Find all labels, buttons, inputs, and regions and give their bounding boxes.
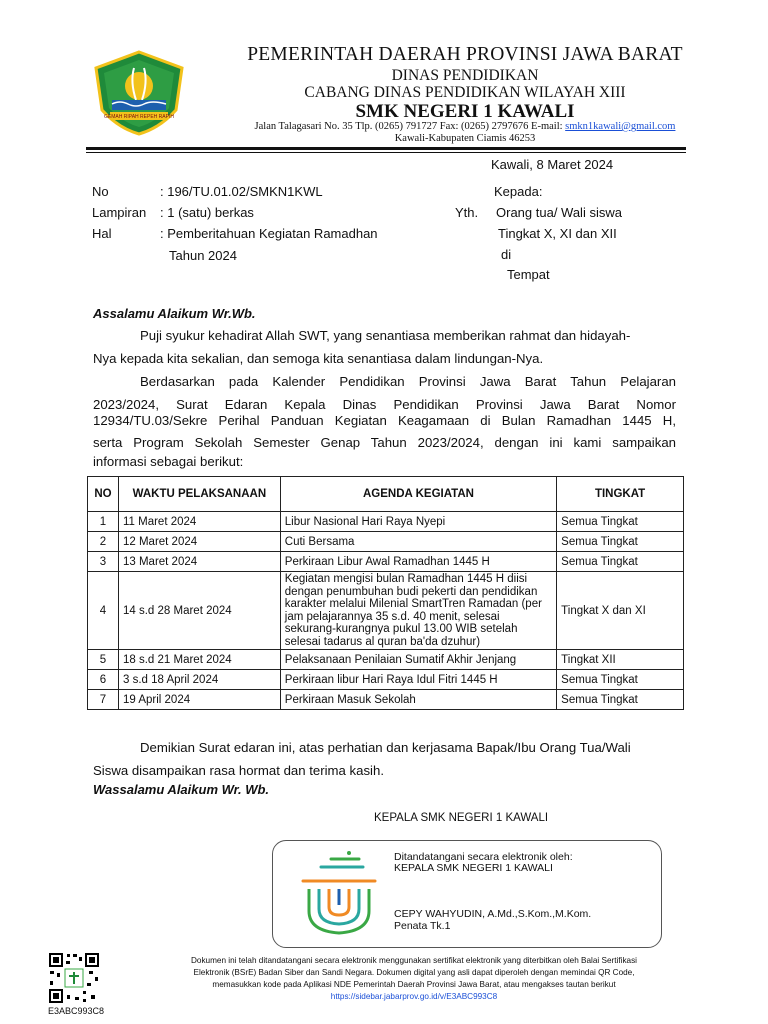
hal-label: Hal	[92, 226, 112, 241]
recipient-tempat: Tempat	[507, 267, 550, 282]
cell-no: 2	[88, 532, 119, 552]
no-label: No	[92, 184, 109, 199]
header-tingkat: TINGKAT	[557, 477, 684, 512]
qr-code[interactable]	[47, 951, 101, 1005]
paragraph-1-line-1: Puji syukur kehadirat Allah SWT, yang senantiasa memberikan rahmat dan hidayah-	[140, 328, 631, 343]
cell-tingkat: Semua Tingkat	[557, 512, 684, 532]
cell-waktu: 12 Maret 2024	[118, 532, 280, 552]
paragraph-2-line-5: informasi sebagai berikut:	[93, 454, 244, 469]
closing-line-1: Demikian Surat edaran ini, atas perhatian dan kerjasama Bapak/Ibu Orang Tua/Wali	[140, 740, 631, 755]
email-link[interactable]: smkn1kawali@gmail.com	[565, 121, 676, 132]
kop-divider	[86, 147, 686, 150]
qr-code-label: E3ABC993C8	[48, 1006, 105, 1016]
address-text: Jalan Talagasari No. 35 Tlp. (0265) 791727 Fax: (0265) 2797676 E-mail:	[254, 121, 566, 132]
cell-agenda: Cuti Bersama	[280, 532, 556, 552]
signer-rank: Penata Tk.1	[394, 920, 451, 932]
yth-label: Yth.	[455, 205, 479, 220]
footer-line-3: memasukkan kode pada Aplikasi NDE Pemerintah Daerah Provinsi Jawa Barat, atau mengakses tautan berikut	[212, 980, 616, 989]
recipient-di: di	[501, 247, 512, 262]
wassalam: Wassalamu Alaikum Wr. Wb.	[93, 782, 270, 797]
table-header-row	[88, 477, 684, 512]
cell-agenda: Perkiraan libur Hari Raya Idul Fitri 1445 H	[280, 670, 556, 690]
table-row	[88, 670, 684, 690]
table-row	[88, 572, 684, 650]
cell-agenda: Pelaksanaan Penilaian Sumatif Akhir Jenjang	[280, 650, 556, 670]
cell-waktu: 3 s.d 18 April 2024	[118, 670, 280, 690]
cell-no: 5	[88, 650, 119, 670]
cell-no: 4	[88, 572, 119, 650]
cell-agenda: Perkiraan Libur Awal Ramadhan 1445 H	[280, 552, 556, 572]
header-no: NO	[88, 477, 119, 512]
verification-link[interactable]: https://sidebar.jabarprov.go.id/v/E3ABC993C8	[330, 992, 498, 1001]
cell-tingkat: Tingkat X dan XI	[557, 572, 684, 650]
e-signature-logo	[295, 849, 383, 939]
cell-waktu: 13 Maret 2024	[118, 552, 280, 572]
greeting: Assalamu Alaikum Wr.Wb.	[93, 306, 256, 321]
e-signature-note: Ditandatangani secara elektronik oleh:	[394, 851, 573, 863]
paragraph-2-line-1: Berdasarkan pada Kalender Pendidikan Provinsi Jawa Barat Tahun Pelajaran	[140, 374, 676, 389]
footer-note	[108, 955, 720, 1003]
table-row	[88, 512, 684, 532]
paragraph-2-line-4: serta Program Sekolah Semester Genap Tahun 2023/2024, dengan ini kami sampaikan	[93, 435, 676, 450]
cell-agenda: Perkiraan Masuk Sekolah	[280, 690, 556, 710]
cell-tingkat: Semua Tingkat	[557, 690, 684, 710]
cell-tingkat: Semua Tingkat	[557, 532, 684, 552]
agenda-table	[87, 476, 684, 710]
lampiran-label: Lampiran	[92, 205, 147, 220]
cell-waktu: 11 Maret 2024	[118, 512, 280, 532]
signer-name: CEPY WAHYUDIN, A.Md.,S.Kom.,M.Kom.	[394, 908, 592, 920]
signature-title: KEPALA SMK NEGERI 1 KAWALI	[374, 812, 549, 824]
cell-tingkat: Semua Tingkat	[557, 552, 684, 572]
city-line: Kawali-Kabupaten Ciamis 46253	[394, 133, 536, 144]
cell-agenda: Kegiatan mengisi bulan Ramadhan 1445 H diisi dengan penumbuhan budi pekerti dan pendidikan karakter melalui Milenial SmartTren Ramadan (per jam pelajarannya 35 s.d. 40 menit, selesai sekurang-kurangnya pukul 13.00 WIB setelah selesai tadarus al quran ba'da dzuhur)	[280, 572, 556, 650]
kop-line-2: DINAS PENDIDIKAN	[391, 67, 539, 84]
paragraph-2-line-2: 2023/2024, Surat Edaran Kepala Dinas Pendidikan Provinsi Jawa Barat Nomor	[93, 397, 676, 412]
table-row	[88, 532, 684, 552]
jawa-barat-logo	[90, 48, 188, 136]
hal-value: : Pemberitahuan Kegiatan Ramadhan	[160, 226, 378, 241]
logo-motto: GEMAH RIPAH REPEH RAPIH	[104, 114, 174, 120]
cell-no: 7	[88, 690, 119, 710]
no-value: : 196/TU.01.02/SMKN1KWL	[160, 184, 323, 199]
header-waktu: WAKTU PELAKSANAAN	[118, 477, 280, 512]
table-row	[88, 690, 684, 710]
cell-waktu: 19 April 2024	[118, 690, 280, 710]
closing-line-2: Siswa disampaikan rasa hormat dan terima kasih.	[93, 763, 384, 778]
cell-no: 3	[88, 552, 119, 572]
footer-line-1: Dokumen ini telah ditandatangani secara elektronik menggunakan sertifikat elektronik yang diterbitkan oleh Balai Sertifikasi	[190, 956, 638, 965]
recipient-line-1: Orang tua/ Wali siswa	[496, 205, 622, 220]
cell-no: 1	[88, 512, 119, 532]
e-signature-box	[272, 840, 662, 948]
cell-tingkat: Semua Tingkat	[557, 670, 684, 690]
footer-line-2: Elektronik (BSrE) Badan Siber dan Sandi Negara. Dokumen digital yang asli dapat diperoleh dengan memindai QR Code,	[193, 968, 635, 977]
cell-agenda: Libur Nasional Hari Raya Nyepi	[280, 512, 556, 532]
letter-date: Kawali, 8 Maret 2024	[491, 157, 614, 172]
table-row	[88, 552, 684, 572]
kop-line-3: CABANG DINAS PENDIDIKAN WILAYAH XIII	[304, 84, 626, 101]
school-name: SMK NEGERI 1 KAWALI	[355, 101, 575, 122]
kepada-label: Kepada:	[494, 184, 543, 199]
recipient-line-2: Tingkat X, XI dan XII	[498, 226, 617, 241]
cell-tingkat: Tingkat XII	[557, 650, 684, 670]
cell-waktu: 18 s.d 21 Maret 2024	[118, 650, 280, 670]
kop-line-1: PEMERINTAH DAERAH PROVINSI JAWA BARAT	[247, 44, 683, 65]
paragraph-1-line-2: Nya kepada kita sekalian, dan semoga kita senantiasa dalam lindungan-Nya.	[93, 351, 544, 366]
kop-divider-thin	[86, 152, 686, 153]
table-row	[88, 650, 684, 670]
paragraph-2-line-3: 12934/TU.03/Sekre Perihal Panduan Kegiatan Keagamaan di Bulan Ramadhan 1445 H,	[93, 413, 676, 428]
cell-waktu: 14 s.d 28 Maret 2024	[118, 572, 280, 650]
lampiran-value: : 1 (satu) berkas	[160, 205, 254, 220]
cell-no: 6	[88, 670, 119, 690]
e-signature-signer: KEPALA SMK NEGERI 1 KAWALI	[394, 862, 553, 874]
hal-value-2: Tahun 2024	[169, 248, 237, 263]
address-line	[205, 121, 725, 132]
header-agenda: AGENDA KEGIATAN	[280, 477, 556, 512]
